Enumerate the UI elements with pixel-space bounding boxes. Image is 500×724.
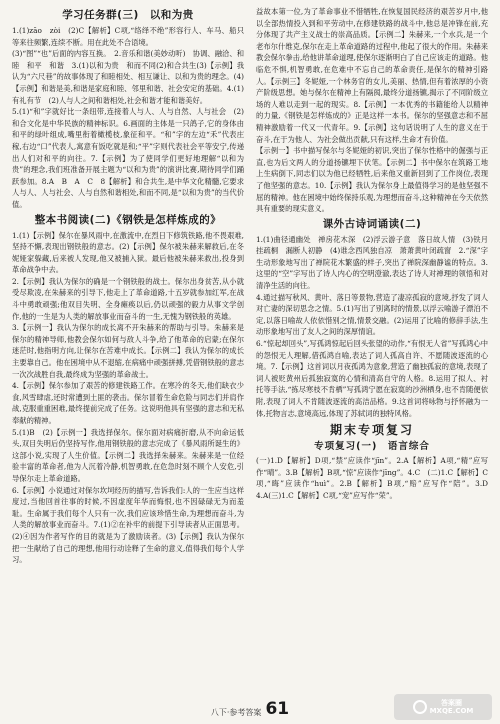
answer-paragraph: (一)1.D【解析】D项,“禁”应读作“jīn”。2.A【解析】A项,“精”应写作“晴”。3.B【解析】B项,“惊”应读作“jīng”。4.C (二)1.C【解析】C项,“晦”应读作“huì”。2.B【解析】B项,“赔”应写作“陪”。3.D 4.A(三)1.C【解析】C项,“宠”应写作“荣”。 — [256, 456, 496, 500]
section-title-yi-he-wei-gui: 学习任务群(三) 以和为贵 — [62, 9, 194, 21]
answer-paragraph: 6.“惊起却回头”,写孤鸿惊起后回头张望的动作,“有恨无人省”写孤鸿心中的怨恨无人理解,借孤鸿自喻,表达了词人孤高自许、不愿随波逐流的心境。7.【示例】这首词以月夜孤鸿为意象,营造了幽独孤寂的意境,表现了词人被贬黄州后孤独寂寞的心情和清高自守的人格。8.运用了拟人、衬托等手法,“拣尽寒枝不肯栖”写孤鸿宁愿在寂寞的沙洲栖身,也不肯随便依附,表现了词人不肯随波逐流的高洁品格。9.这首词将咏物与抒怀融为一体,托物言志,意境高远,体现了苏轼词的独特风格。 — [256, 339, 488, 418]
watermark-line1: 答案圈 — [441, 699, 462, 707]
answer-paragraph: 1.(1)zāo zòi (2)C【解析】C项,“络绎不绝”形容行人、车马、船只等来往频繁,连续不断。用在此处不合语境。 — [12, 26, 244, 47]
answer-paragraph: 3.【示例一】我认为保尔的成长离不开朱赫来的帮助与引导。朱赫来是保尔的精神导师,他教会保尔如何与敌人斗争,给了他革命的启蒙;在保尔迷茫时,他指明方向,让保尔在苦难中成长。【示例二】我认为保尔的成长主要靠自己。他在困境中从不退缩,在病痛中顽强拼搏,凭借钢铁般的意志一次次战胜自我,最终成为坚强的革命战士。 — [12, 323, 244, 379]
answer-paragraph: 5.(1)B (2)【示例一】我选择保尔。保尔面对病痛折磨,从不向命运低头,双目失明后仍坚持写作,他用钢铁般的意志完成了《暴风雨所诞生的》这部小说,实现了人生价值。【示例二】我选择朱赫来。朱赫来是一位经验丰富的革命者,他为人沉着冷静,机智勇敢,在危急时刻不顾个人安危,引导保尔走上革命道路。 — [12, 427, 244, 483]
watermark-circle-icon — [413, 700, 427, 714]
answer-paragraph: 2.【示例】我认为保尔的确是一个钢铁般的战士。保尔出身贫苦,从小就受尽欺凌,在朱赫来的引导下,他走上了革命道路,十五岁就参加红军,在战斗中勇敢顽强;他双目失明、全身瘫痪以后,仍以顽强的毅力从事文学创作,他的一生是为人类的解放事业而奋斗的一生,无愧为钢铁般的英雄。 — [12, 276, 244, 321]
page-number: 61 — [265, 699, 290, 719]
answer-paragraph: 4.【示例】保尔参加了艰苦的修建铁路工作。在寒冷的冬天,他们缺衣少食,风雪肆虐,还时常遭到土匪的袭击。保尔冒着生命危险与同志们并肩作战,克服重重困难,最终提前完成了任务。这说明他具有坚强的意志和无私奉献的精神。 — [12, 381, 244, 425]
answer-paragraph: 5.(1)“和”字就好比一条纽带,连接着人与人、人与自然、人与社会 (2)和合文化是中华民族的精神标识。6.画面的主体是一只鸽子,它的身体由和平的绿叶组成,嘴里衔着橄榄枝,象征和平。“和”字的左边“禾”代表庄稼,右边“口”代表人,寓意有饭吃就是和;“平”字则代表社会平等安宁,传递出人们对和平的向往。7.【示例】为了使同学们更好地理解“以和为贵”的理念,我们班准备开展主题为“以和为贵”的演讲比赛,期待同学们踊跃参加。8.A B A C 8【解析】和合共生,是中华文化精髓,它要求人与人、人与社会、人与自然和谐相处,和而不同,是“以和为贵”的当代价值。 — [12, 107, 244, 209]
answer-paragraph: 【示例一】书中描写保尔与冬妮娅的初识,突出了保尔性格中的倔强与正直,也为后文两人的分道扬镳埋下伏笔。【示例二】书中保尔在筑路工地上生病倒下,同志们以为他已经牺牲,后来他又重新回到了工作岗位,表现了他坚强的意志。10.【示例】我认为保尔身上最值得学习的是他坚强不屈的精神。他在困境中始终保持乐观,为理想而奋斗,这种精神在今天依然具有重要的现实意义。 — [256, 146, 488, 214]
answer-paragraph: (3)“图”“也”后面的内容互换。 2.音乐和谐(美妙动听) 协调、融洽、和睦 和平 和谐 3.(1)以和为贵 和而不同(2)和合共生(3)【示例】我认为“六尺巷”的故事体现了和睦相处、相互谦让、以和为贵的理念。(4)【示例】和谐是美,和谐是家庭和睦、邻里和谐、社会安定的基础。4.(1)有礼有节 (2)人与人之间和谐相处,社会和谐才能和谐美好。 — [12, 49, 244, 105]
left-column — [12, 6, 244, 698]
watermark-line2: MXQE.COM — [429, 707, 474, 715]
section-title-steel-book: 整本书阅读(二)《钢铁是怎样炼成的》 — [34, 213, 222, 226]
two-column-layout — [12, 6, 496, 698]
answer-paragraph: 4.通过描写秋风、黄叶、落日等景物,营造了凄凉孤寂的意境,抒发了词人对亡妻的深切思念之情。5.(1)写出了别离时的情景,以浮云喻游子漂泊不定,以落日喻故人依依惜别之情,情景交融。(2)运用了比喻的修辞手法,生动形象地写出了友人之间的深厚情谊。 — [256, 292, 488, 337]
section-title-ancient-poems: 课外古诗词诵读(二) — [322, 217, 422, 230]
watermark-text — [430, 699, 474, 715]
answer-paragraph: 1.(1)【示例】保尔在暴风雨中,在激流中,在烈日下修筑铁路,他不畏艰难,坚持不懈,表现出钢铁般的意志。(2)【示例】保尔被朱赫来解救后,在冬妮娅家躲藏,后来被人发现,他又被捕入狱。最后他被朱赫来救出,投身到革命战争中去。 — [12, 230, 244, 275]
answer-paragraph: 益故本第一位,为了革命事业不惜牺牲,在恢复国民经济的艰苦岁月中,他以全部热情投入到和平劳动中,在修建铁路的战斗中,他总是冲锋在前,充分体现了共产主义战士的崇高品质。【示例二】朱赫来,一个水兵,是一个老布尔什维克,保尔在走上革命道路的过程中,他起了很大的作用。朱赫来教会保尔拳击,给他讲革命道理,使保尔逐渐明白了自己应该走的道路。他临危不惧,机智勇敢,在危难中不忘自己的革命责任,是保尔的精神引路人。【示例三】冬妮娅,一个林务官的女儿,美丽、热情,但有着浓厚的小资产阶级思想。她与保尔在精神上有隔阂,最终分道扬镳,揭示了不同阶级立场的人难以走到一起的现实。8.【示例】一本优秀的书籍能给人以精神的力量,《钢铁是怎样炼成的》正是这样一本书。保尔的坚强意志和不屈精神激励着一代又一代青年。9.【示例】这句话说明了人生的意义在于奋斗,在于为他人、为社会做出贡献,只有这样,生命才有价值。 — [256, 7, 488, 144]
answer-paragraph: 1.(1)曲径通幽处 禅房花木深 (2)浮云游子意 落日故人情 (3)铁月挂疏桐 漏断人初静 (4)谁念西风独自凉 萧萧黄叶闭疏窗 2.“深”字生动形象地写出了禅院花木繁盛的样子,突出了禅院深幽静谧的特点。3.这里的“空”字写出了诗人内心的空明澄澈,表达了诗人对禅理的领悟和对清净生活的向往。 — [256, 234, 488, 291]
final-review-subtitle: 专项复习(一) 语言综合 — [314, 441, 430, 453]
answer-paragraph: 6.【示例】小说通过对保尔坎坷经历的描写,告诉我们:人的一生应当这样度过,当他回首往事的时候,不因虚度年华而悔恨,也不因碌碌无为而羞耻。生命属于我们每个人只有一次,我们应该珍惜生命,为理想而奋斗,为人类的解放事业而奋斗。7.(1)②在补牢的前提下引导读者从正面思考。(2)④因为作者写作的目的就是为了激励读者。(3)【示例】我认为保尔把一生献给了自己的理想,他用行动诠释了生命的意义,值得我们每个人学习。 — [12, 485, 244, 565]
watermark-logo — [394, 694, 492, 720]
footer-label: 八下·参考答案 — [210, 708, 262, 717]
right-column — [256, 6, 496, 698]
final-review-title: 期末专项复习 — [329, 423, 414, 438]
